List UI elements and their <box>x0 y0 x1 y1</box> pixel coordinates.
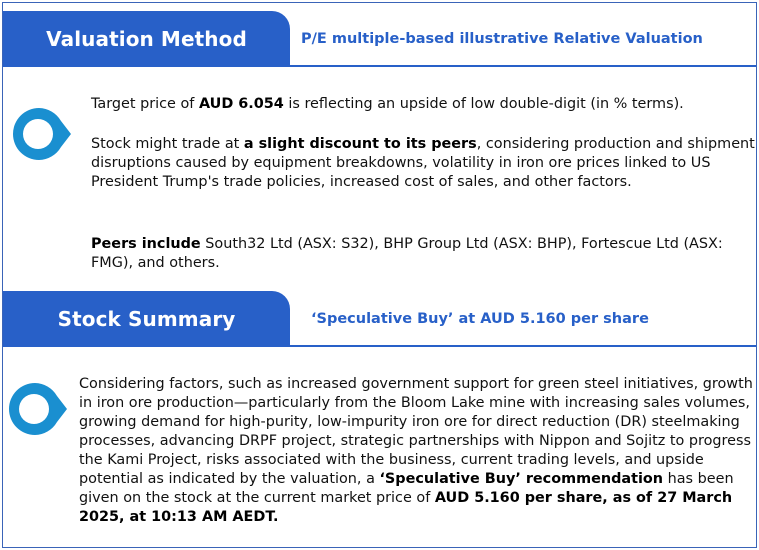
discount-emphasis: a slight discount to its peers <box>243 136 477 152</box>
discount-tail: , considering production and shipment disruptions caused by equipment breakdowns, volatility in iron ore prices linked to US President Trump's trade policies, increased cost of sales, and other factors. <box>91 136 755 190</box>
discount-lead: Stock might trade at <box>91 136 244 152</box>
target-price-value: AUD 6.054 <box>198 96 284 112</box>
summary-subtitle: ‘Speculative Buy’ at AUD 5.160 per share <box>311 311 649 327</box>
summary-lead: Considering factors, such as increased government support for green steel initiatives, growth in iron ore production—particularly from the Bloom Lake mine with increasing sales volumes, growing demand for high-purity, low-impurity iron ore for direct reduction (DR) steelmaking processes, advancing DRPF project, strategic partnerships with Nippon and Sojitz to progress the Kami Project, risks associated with the business, current trading levels, and upside potential as indicated by the valuation, a <box>79 376 753 487</box>
summary-paragraph <box>79 375 755 527</box>
summary-title: Stock Summary <box>3 291 290 347</box>
valuation-subtitle: P/E multiple-based illustrative Relative Valuation <box>301 31 703 47</box>
target-price-lead: Target price of <box>91 96 199 112</box>
recommendation-emphasis: ‘Speculative Buy’ recommendation <box>379 471 664 487</box>
target-price-paragraph <box>91 95 755 114</box>
valuation-title: Valuation Method <box>3 11 290 67</box>
peers-label: Peers include <box>91 236 201 252</box>
peers-paragraph <box>91 235 755 273</box>
report-panel <box>2 2 757 548</box>
summary-middle: has been given on the stock at the current market price of <box>79 471 734 506</box>
target-price-tail: is reflecting an upside of low double-digit (in % terms). <box>283 96 684 112</box>
peers-list: South32 Ltd (ASX: S32), BHP Group Ltd (ASX: BHP), Fortescue Ltd (ASX: FMG), and others. <box>91 236 723 271</box>
location-pin-icon <box>1 375 69 443</box>
summary-header <box>3 291 756 347</box>
location-pin-icon <box>5 100 73 168</box>
discount-paragraph <box>91 135 755 192</box>
valuation-header <box>3 11 756 67</box>
price-date-emphasis: AUD 5.160 per share, as of 27 March 2025, at 10:13 AM AEDT. <box>79 490 733 525</box>
